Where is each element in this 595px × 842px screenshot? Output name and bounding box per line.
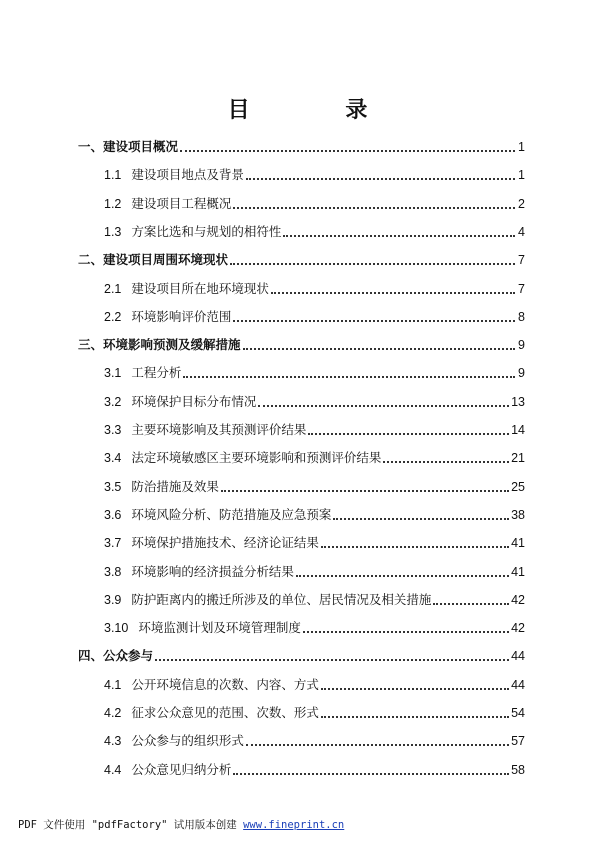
toc-page-number: 7: [518, 253, 525, 268]
toc-dot-leader: [246, 744, 509, 746]
toc-dot-leader: [308, 433, 509, 435]
toc-dot-leader: [303, 631, 509, 633]
toc-section-entry[interactable]: [78, 644, 525, 664]
toc-entry-number: 4.3: [104, 734, 122, 749]
footer-link[interactable]: www.fineprint.cn: [243, 819, 345, 831]
toc-entry-title: 环境保护措施技术、经济论证结果: [131, 535, 319, 551]
toc-entry-number: 3.4: [104, 451, 122, 466]
toc-entry-number: 3.2: [104, 394, 122, 409]
toc-subsection-entry[interactable]: [104, 673, 525, 693]
toc-entry-title: 公众参与的组织形式: [131, 733, 244, 749]
toc-dot-leader: [283, 235, 515, 237]
toc-page-number: 41: [511, 564, 525, 579]
toc-dot-leader: [183, 376, 515, 378]
toc-subsection-entry[interactable]: [104, 390, 525, 410]
toc-entry-title: 二、建设项目周围环境现状: [78, 252, 229, 268]
toc-dot-leader: [258, 405, 509, 407]
toc-entry-title: 公开环境信息的次数、内容、方式: [131, 676, 319, 692]
toc-page-number: 42: [511, 621, 525, 636]
toc-entry-title: 环境监测计划及环境管理制度: [138, 620, 301, 636]
toc-subsection-entry[interactable]: [104, 305, 525, 325]
toc-dot-leader: [230, 263, 515, 265]
toc-entry-title: 法定环境敏感区主要环境影响和预测评价结果: [131, 450, 382, 466]
page-title: 目 录: [227, 97, 412, 123]
toc-page-number: 7: [518, 281, 525, 296]
toc-page-number: 1: [518, 140, 525, 154]
toc-subsection-entry[interactable]: [104, 560, 525, 580]
toc-entry-number: 4.4: [104, 762, 122, 777]
toc-entry-title: 一、建设项目概况: [78, 139, 179, 154]
toc-dot-leader: [271, 292, 515, 294]
toc-subsection-entry[interactable]: [104, 729, 525, 749]
toc-subsection-entry[interactable]: [104, 418, 525, 438]
toc-entry-number: 3.8: [104, 564, 122, 579]
toc-subsection-entry[interactable]: [104, 616, 525, 636]
toc-dot-leader: [383, 461, 509, 463]
toc-page-number: 54: [511, 706, 525, 720]
toc-subsection-entry[interactable]: [104, 446, 525, 466]
toc-entry-title: 方案比选和与规划的相符性: [131, 223, 282, 239]
toc-dot-leader: [321, 546, 509, 548]
toc-entry-number: 3.1: [104, 366, 122, 381]
toc-entry-number: 3.7: [104, 536, 122, 551]
toc-entry-title: 防治措施及效果: [131, 478, 219, 494]
toc-entry-title: 环境保护目标分布情况: [131, 393, 257, 409]
toc-dot-leader: [333, 518, 509, 520]
toc-entry-number: 2.2: [104, 309, 122, 324]
toc-subsection-entry[interactable]: [104, 220, 525, 240]
toc-page-number: 9: [518, 366, 525, 381]
toc-dot-leader: [233, 207, 515, 209]
footer-text: PDF 文件使用 "pdfFactory" 试用版本创建: [18, 819, 244, 831]
toc-page-number: 44: [511, 649, 525, 664]
toc-entry-number: 3.5: [104, 479, 122, 494]
pdf-watermark-footer: [18, 817, 344, 832]
toc-page-number: 13: [511, 394, 525, 409]
toc-page-number: 2: [518, 196, 525, 211]
toc-page-number: 42: [511, 592, 525, 607]
toc-entry-number: 1.3: [104, 224, 122, 239]
toc-entry-number: 3.10: [104, 621, 129, 636]
toc-subsection-entry[interactable]: [104, 192, 525, 212]
toc-page-number: 57: [511, 734, 525, 749]
toc-subsection-entry[interactable]: [104, 475, 525, 495]
toc-section-entry[interactable]: [78, 248, 525, 268]
toc-dot-leader: [233, 320, 515, 322]
toc-dot-leader: [233, 773, 509, 775]
toc-dot-leader: [296, 575, 509, 577]
toc-section-entry[interactable]: [78, 333, 525, 353]
toc-page-number: 58: [511, 762, 525, 777]
toc-dot-leader: [180, 150, 515, 152]
toc-page-number: 44: [511, 677, 525, 692]
toc-entry-title: 环境影响的经济损益分析结果: [131, 563, 294, 579]
toc-entry-number: 1.1: [104, 168, 122, 183]
toc-entry-title: 公众意见归纳分析: [131, 761, 232, 777]
toc-dot-leader: [321, 688, 509, 690]
toc-dot-leader: [321, 716, 509, 718]
toc-entry-title: 建设项目工程概况: [131, 195, 232, 211]
toc-entry-title: 四、公众参与: [78, 648, 154, 664]
toc-entry-number: 1.2: [104, 196, 122, 211]
toc-subsection-entry[interactable]: [104, 531, 525, 551]
toc-entry-number: 4.1: [104, 677, 122, 692]
toc-section-entry[interactable]: [78, 135, 525, 155]
toc-entry-number: 2.1: [104, 281, 122, 296]
toc-subsection-entry[interactable]: [104, 163, 525, 183]
toc-page-number: 9: [518, 338, 525, 353]
toc-dot-leader: [246, 178, 515, 180]
toc-subsection-entry[interactable]: [104, 701, 525, 721]
toc-entry-title: 建设项目地点及背景: [131, 167, 244, 183]
toc-entry-title: 征求公众意见的范围、次数、形式: [131, 705, 319, 720]
toc-dot-leader: [155, 659, 509, 661]
toc-subsection-entry[interactable]: [104, 503, 525, 523]
toc-entry-number: 4.2: [104, 706, 122, 720]
toc-entry-number: 3.3: [104, 423, 122, 437]
toc-entry-title: 防护距离内的搬迁所涉及的单位、居民情况及相关措施: [131, 591, 432, 607]
toc-page-number: 4: [518, 224, 525, 239]
toc-entry-title: 环境影响评价范围: [131, 308, 232, 324]
toc-page-number: 14: [511, 423, 525, 437]
toc-subsection-entry[interactable]: [104, 758, 525, 778]
toc-page-number: 38: [511, 507, 525, 522]
toc-entry-title: 建设项目所在地环境现状: [131, 280, 269, 296]
toc-page-number: 1: [518, 168, 525, 183]
toc-page-number: 8: [518, 309, 525, 324]
toc-subsection-entry[interactable]: [104, 588, 525, 608]
toc-entry-title: 工程分析: [131, 365, 182, 381]
toc-subsection-entry[interactable]: [104, 277, 525, 297]
toc-entry-title: 环境风险分析、防范措施及应急预案: [131, 506, 332, 522]
toc-dot-leader: [433, 603, 509, 605]
toc-page-number: 25: [511, 479, 525, 494]
toc-dot-leader: [221, 490, 509, 492]
toc-entry-number: 3.6: [104, 507, 122, 522]
toc-entry-title: 主要环境影响及其预测评价结果: [131, 422, 307, 437]
toc-subsection-entry[interactable]: [104, 361, 525, 381]
toc-entry-title: 三、环境影响预测及缓解措施: [78, 337, 241, 353]
toc-page-number: 41: [511, 536, 525, 551]
toc-dot-leader: [243, 348, 515, 350]
toc-entry-number: 3.9: [104, 592, 122, 607]
toc-page-number: 21: [511, 451, 525, 466]
